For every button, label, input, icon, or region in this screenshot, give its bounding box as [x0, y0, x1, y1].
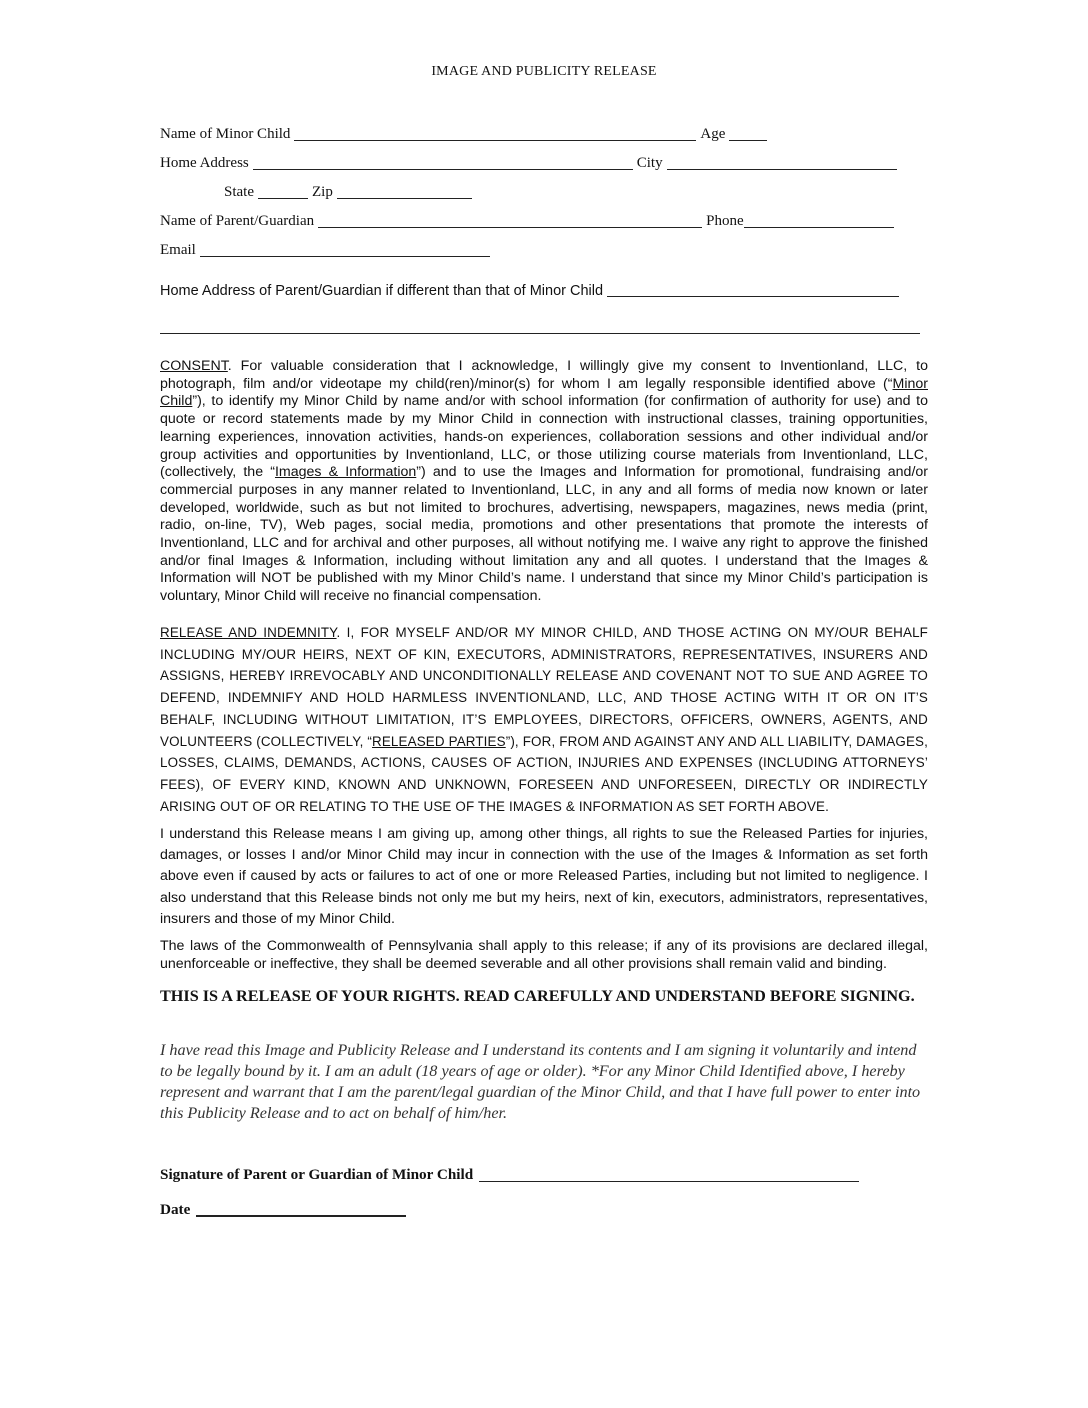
parent-address-label: Home Address of Parent/Guardian if different than that of Minor Child [160, 283, 604, 299]
city-field[interactable] [667, 155, 897, 170]
date-row [160, 1201, 410, 1219]
home-address-row [160, 155, 901, 172]
minor-name-field[interactable] [294, 126, 696, 141]
release-warning: THIS IS A RELEASE OF YOUR RIGHTS. READ CAREFULLY AND UNDERSTAND BEFORE SIGNING. [160, 987, 915, 1005]
consent-text-3: ”) and to use the Images and Information for promotional, fundraising and/or commercial purposes in any manner related to Inventionland, LLC, in any and all forms of media now known or later developed, worldwide, such as but not limited to brochures, advertising, newspapers, magazines, news media (print, radio, on-line, TV), Web pages, social media, promotions and other presentations that promote the interests of Inventionland, LLC and for archival and other purposes, all without notifying me. I waive any right to approve the finished and/or final Images & Information, including without limitation any and all quotes. I understand that the Images & Information will NOT be published with my Minor Child’s name. I understand that since my Minor Child’s participation is voluntary, Minor Child will receive no financial compensation. [160, 464, 929, 605]
minor-name-row [160, 126, 771, 143]
consent-text-1: . For valuable consideration that I acknowledge, I willingly give my consent to Inventionland, LLC, to photograph, film and/or videotape my child(ren)/minor(s) for whom I am legally responsible identified above (“ [160, 358, 928, 392]
age-label: Age [700, 126, 726, 142]
signature-label: Signature of Parent or Guardian of Minor Child [160, 1166, 474, 1183]
understand-paragraph: I understand this Release means I am giving up, among other things, all rights to sue the Released Parties for injuries, damages, or losses I and/or Minor Child may incur in connection with the use of the Images & Information as set forth above even if caused by acts or failures to act of one or more Released Parties, including but not limited to negligence. I also understand that this Release binds not only me but my heirs, next of kin, executors, administrators, representatives, insurers and those of my Minor Child. [160, 826, 928, 927]
phone-field[interactable] [744, 213, 894, 228]
parent-name-label: Name of Parent/Guardian [160, 213, 315, 229]
signature-row [160, 1166, 863, 1184]
home-address-field[interactable] [253, 155, 633, 170]
term-minor-child: Minor Child [160, 375, 928, 410]
parent-name-field[interactable] [318, 213, 702, 228]
parent-address-field[interactable] [607, 282, 899, 297]
parent-name-row [160, 213, 898, 230]
signature-field[interactable] [479, 1167, 859, 1182]
consent-paragraph [160, 358, 928, 606]
consent-text-2: ”), to identify my Minor Child by name and/or with school information (for confirmation of authority for use) and to quote or record statements made by my Minor Child in connection with instructional classes, training opportunities, learning experiences, innovation activities, hands-on experiences, collaboration sessions and other individual and/or group activities and opportunities by Inventionland, LLC, or those utilizing course materials from Inventionland, LLC, (collectively, the “ [160, 393, 928, 481]
city-label: City [636, 155, 663, 171]
term-released-parties: RELEASED PARTIES [372, 733, 506, 749]
acknowledgment-paragraph: I have read this Image and Publicity Release and I understand its contents and I am signing it voluntarily and intend to be legally bound by it. I am an adult (18 years of age or older). *For any Minor Child Identified above, I hereby represent and warrant that I am the parent/legal guardian of the Minor Child, and that I have full power to enter into this Publicity Release and to act on behalf of him/her. [160, 1041, 921, 1122]
zip-field[interactable] [337, 184, 472, 199]
email-row [160, 242, 494, 259]
term-images-information: Images & Information [274, 464, 417, 481]
state-zip-row [224, 184, 476, 201]
document-title: IMAGE AND PUBLICITY RELEASE [431, 64, 657, 79]
release-text-2: ”), FOR, FROM AND AGAINST ANY AND ALL LIABILITY, DAMAGES, LOSSES, CLAIMS, DEMANDS, ACTIONS, CAUSES OF ACTION, INJURIES AND EXPENSES (INCLUDING ATTORNEYS’ FEES), OF EVERY KIND, KNOWN AND UNKNOWN, FORESEEN AND UNFORESEEN, DIRECTLY OR INDIRECTLY ARISING OUT OF OR RELATING TO THE USE OF THE IMAGES & INFORMATION AS SET FORTH ABOVE. [160, 733, 929, 814]
release-heading: RELEASE AND INDEMNITY [160, 625, 337, 640]
parent-address-continuation-line[interactable] [160, 333, 920, 334]
governing-law-paragraph: The laws of the Commonwealth of Pennsylvania shall apply to this release; if any of its provisions are declared illegal, unenforceable or ineffective, they shall be deemed severable and all other provisions shall remain valid and binding. [160, 938, 928, 972]
home-address-label: Home Address [160, 155, 249, 171]
date-label: Date [160, 1201, 191, 1218]
email-label: Email [160, 242, 196, 258]
email-field[interactable] [200, 242, 490, 257]
release-paragraph [160, 622, 928, 817]
release-text-1: . I, FOR MYSELF AND/OR MY MINOR CHILD, AND THOSE ACTING ON MY/OUR BEHALF INCLUDING MY/OUR HEIRS, NEXT OF KIN, EXECUTORS, ADMINISTRATORS, REPRESENTATIVES, INSURERS AND ASSIGNS, HEREBY IRREVOCABLY AND UNCONDITIONALLY RELEASE AND COVENANT NOT TO SUE AND AGREE TO DEFEND, INDEMNIFY AND HOLD HARMLESS INVENTIONLAND, LLC, AND THOSE ACTING WITH IT OR ON IT’S BEHALF, INCLUDING WITHOUT LIMITATION, IT’S EMPLOYEES, DIRECTORS, OFFICERS, OWNERS, AGENTS, AND VOLUNTEERS (COLLECTIVELY, “ [160, 625, 928, 749]
state-label: State [224, 184, 254, 200]
date-field[interactable] [196, 1201, 406, 1217]
consent-heading: CONSENT [160, 358, 228, 374]
state-field[interactable] [258, 184, 308, 199]
phone-label: Phone [706, 213, 744, 229]
minor-name-label: Name of Minor Child [160, 126, 291, 142]
age-field[interactable] [729, 126, 767, 141]
zip-label: Zip [312, 184, 333, 200]
parent-address-row [160, 282, 903, 299]
